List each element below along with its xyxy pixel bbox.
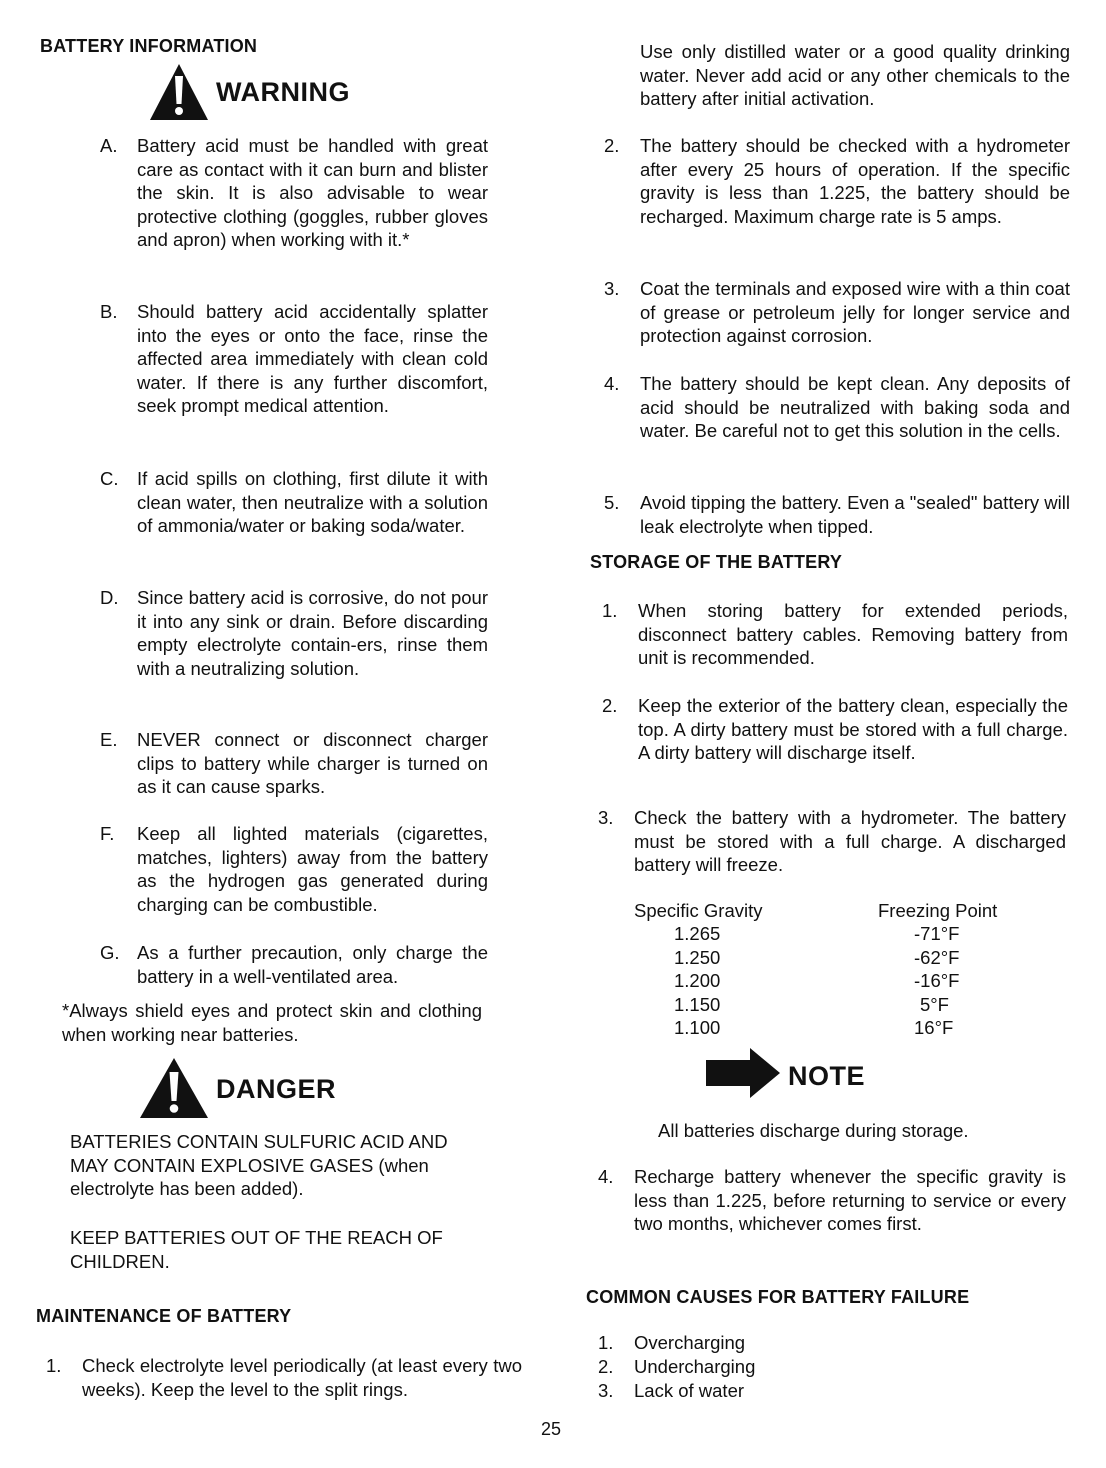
list-item: 1. Overcharging <box>598 1332 746 1353</box>
table-row: 1.250 -62°F <box>674 946 960 968</box>
table-row: 1.265 -71°F <box>674 923 960 945</box>
list-item: 1. When storing battery for extended periods, disconnect battery cables. Removing battery from unit is recommended. <box>602 600 1068 668</box>
column-header-gravity: Specific Gravity <box>634 899 763 921</box>
list-item: 1. Check electrolyte level periodically (at least every two weeks). Keep the level to the split rings. <box>46 1355 522 1400</box>
list-item: G. As a further precaution, only charge the battery in a well-ventilated area. <box>100 942 488 987</box>
danger-label: DANGER <box>216 1074 337 1104</box>
table-row: 1.150 5°F <box>674 993 949 1015</box>
list-item: C. If acid spills on clothing, first dilute it with clean water, then neutralize with a solution of ammonia/water or baking soda/water. <box>100 468 488 536</box>
warning-icon <box>148 62 210 127</box>
maintenance-heading: MAINTENANCE OF BATTERY <box>36 1306 292 1326</box>
list-item: F. Keep all lighted materials (cigarettes, matches, lighters) away from the battery as the hydrogen gas generated during charging can be combustible. <box>100 823 488 915</box>
list-item: A. Battery acid must be handled with great care as contact with it can burn and blister the skin. It is also advisable to wear protective clothing (goggles, rubber gloves and apron) when working with it.* <box>100 135 488 250</box>
arrow-right-icon <box>706 1046 782 1105</box>
specific-gravity-table <box>634 899 1018 1040</box>
list-item: 2. Undercharging <box>598 1356 756 1377</box>
list-item: 3. Lack of water <box>598 1380 745 1401</box>
list-item: 2. The battery should be checked with a hydrometer after every 25 hours of operation. If the specific gravity is less than 1.225, the battery should be recharged. Maximum charge rate is 5 amps. <box>604 135 1070 227</box>
list-item: 5. Avoid tipping the battery. Even a "sealed" battery will leak electrolyte when tipped. <box>604 492 1070 537</box>
danger-text-children: KEEP BATTERIES OUT OF THE REACH OF CHILDREN. <box>70 1227 443 1272</box>
storage-heading: STORAGE OF THE BATTERY <box>590 552 843 572</box>
list-item: E. NEVER connect or disconnect charger clips to battery while charger is turned on as it can cause sparks. <box>100 729 488 797</box>
maintenance-water-note: Use only distilled water or a good quality drinking water. Never add acid or any other chemicals to the battery after initial activation. <box>640 41 1070 109</box>
battery-information-heading: BATTERY INFORMATION <box>40 36 258 56</box>
danger-text: BATTERIES CONTAIN SULFURIC ACID AND MAY CONTAIN EXPLOSIVE GASES (when electrolyte has been added). <box>70 1131 448 1199</box>
column-header-freezing: Freezing Point <box>878 899 998 921</box>
danger-icon <box>138 1056 210 1125</box>
list-item: D. Since battery acid is corrosive, do not pour it into any sink or drain. Before discarding empty electrolyte contain-ers, rinse them with a neutralizing solution. <box>100 587 488 679</box>
list-item: 4. Recharge battery whenever the specific gravity is less than 1.225, before returning to service or every two months, whichever comes first. <box>598 1166 1066 1234</box>
list-item: 3. Coat the terminals and exposed wire with a thin coat of grease or petroleum jelly for longer service and protection against corrosion. <box>604 278 1070 346</box>
footnote: *Always shield eyes and protect skin and clothing when working near batteries. <box>62 1000 482 1045</box>
list-item: 3. Check the battery with a hydrometer. The battery must be stored with a full charge. A discharged battery will freeze. <box>598 807 1066 875</box>
warning-label: WARNING <box>216 77 350 107</box>
note-label: NOTE <box>788 1061 866 1091</box>
list-item: 2. Keep the exterior of the battery clean, especially the top. A dirty battery must be stored with a full charge. A dirty battery will discharge itself. <box>602 695 1068 763</box>
note-text: All batteries discharge during storage. <box>658 1120 969 1141</box>
table-header-row <box>634 899 1018 923</box>
table-row: 1.100 16°F <box>674 1017 954 1039</box>
list-item: 4. The battery should be kept clean. Any deposits of acid should be neutralized with baking soda and water. Be careful not to get this solution in the cells. <box>604 373 1070 441</box>
list-item: B. Should battery acid accidentally splatter into the eyes or onto the face, rinse the affected area immediately with clean cold water. If there is any further discomfort, seek prompt medical attention. <box>100 301 488 416</box>
table-row: 1.200 -16°F <box>674 970 960 992</box>
failure-heading: COMMON CAUSES FOR BATTERY FAILURE <box>586 1287 970 1307</box>
page-number: 25 <box>541 1419 562 1439</box>
